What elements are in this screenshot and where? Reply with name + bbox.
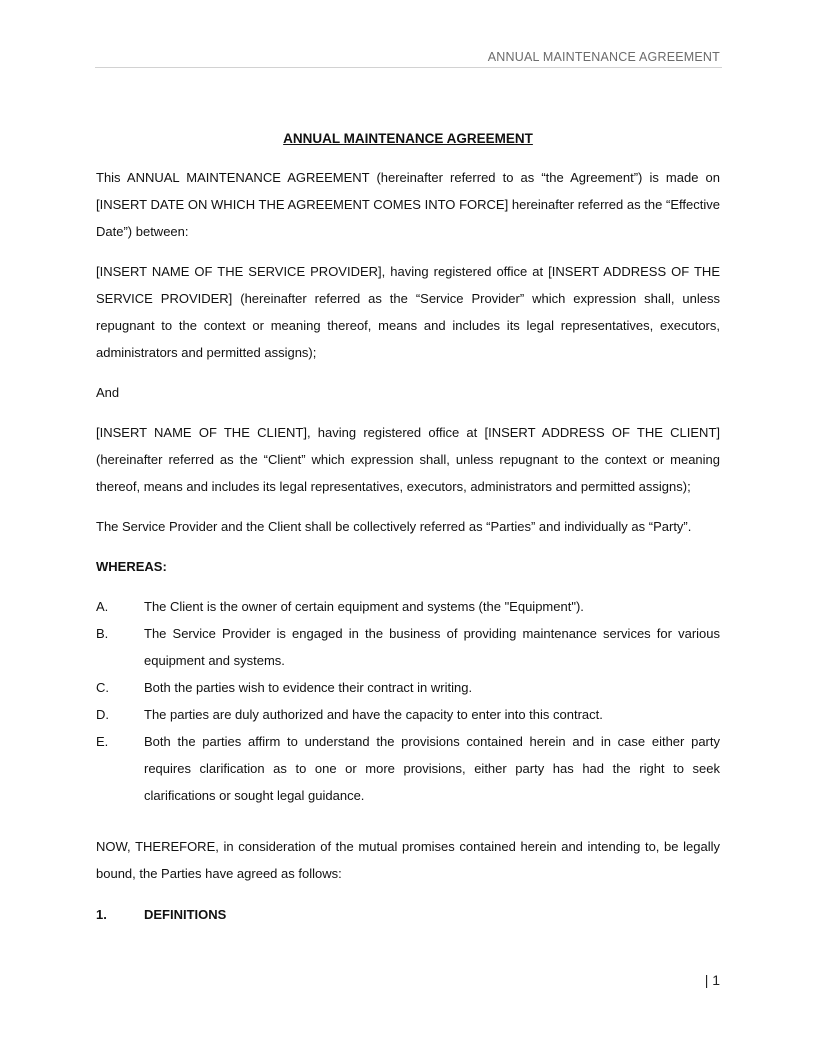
recital-letter: E. <box>96 734 109 749</box>
service-provider-paragraph: [INSERT NAME OF THE SERVICE PROVIDER], having registered office at [INSERT ADDRESS OF THE SERVICE PROVIDER] (hereinafter referred as the “Service Provider” which expression shall, unless repugnant to the context or meaning thereof, means and includes its legal representatives, executors, administrators and permitted assigns); <box>96 264 720 360</box>
header-divider <box>95 67 722 68</box>
now-therefore-paragraph: NOW, THEREFORE, in consideration of the mutual promises contained herein and intending to, be legally bound, the Parties have agreed as follows: <box>96 839 720 881</box>
recital-text: The Client is the owner of certain equipment and systems (the "Equipment"). <box>144 599 584 614</box>
recital-letter: A. <box>96 599 109 614</box>
recital-item <box>96 674 720 701</box>
recital-text: Both the parties wish to evidence their contract in writing. <box>144 680 473 695</box>
and-paragraph: And <box>96 385 120 400</box>
recital-text: The parties are duly authorized and have the capacity to enter into this contract. <box>144 707 603 722</box>
section-title: DEFINITIONS <box>144 907 227 922</box>
recital-text: The Service Provider is engaged in the business of providing maintenance services for various equipment and systems. <box>144 626 720 668</box>
document-title: ANNUAL MAINTENANCE AGREEMENT <box>283 131 533 146</box>
recital-list <box>96 593 720 809</box>
section-number: 1. <box>96 907 107 922</box>
recital-letter: C. <box>96 680 109 695</box>
page-number: | 1 <box>704 972 720 988</box>
section-heading-definitions <box>96 901 720 928</box>
document-body <box>96 128 720 928</box>
intro-paragraph: This ANNUAL MAINTENANCE AGREEMENT (hereinafter referred to as “the Agreement”) is made on [INSERT DATE ON WHICH THE AGREEMENT COMES INTO FORCE] hereinafter referred as the “Effective Date”) between: <box>96 170 720 239</box>
recital-item <box>96 701 720 728</box>
recital-item <box>96 728 720 809</box>
running-header-title: ANNUAL MAINTENANCE AGREEMENT <box>487 50 720 64</box>
client-paragraph: [INSERT NAME OF THE CLIENT], having registered office at [INSERT ADDRESS OF THE CLIENT] (hereinafter referred as the “Client” which expression shall, unless repugnant to the context or meaning thereof, means and includes its legal representatives, executors, administrators and permitted assigns); <box>96 425 720 494</box>
recital-item <box>96 593 720 620</box>
recital-item <box>96 620 720 674</box>
recital-letter: B. <box>96 626 109 641</box>
whereas-heading: WHEREAS: <box>96 559 167 574</box>
recital-letter: D. <box>96 707 109 722</box>
recital-text: Both the parties affirm to understand the provisions contained herein and in case either party requires clarification as to one or more provisions, either party has had the right to seek clarifications or sought legal guidance. <box>144 734 720 803</box>
parties-paragraph: The Service Provider and the Client shall be collectively referred as “Parties” and individually as “Party”. <box>96 519 692 534</box>
